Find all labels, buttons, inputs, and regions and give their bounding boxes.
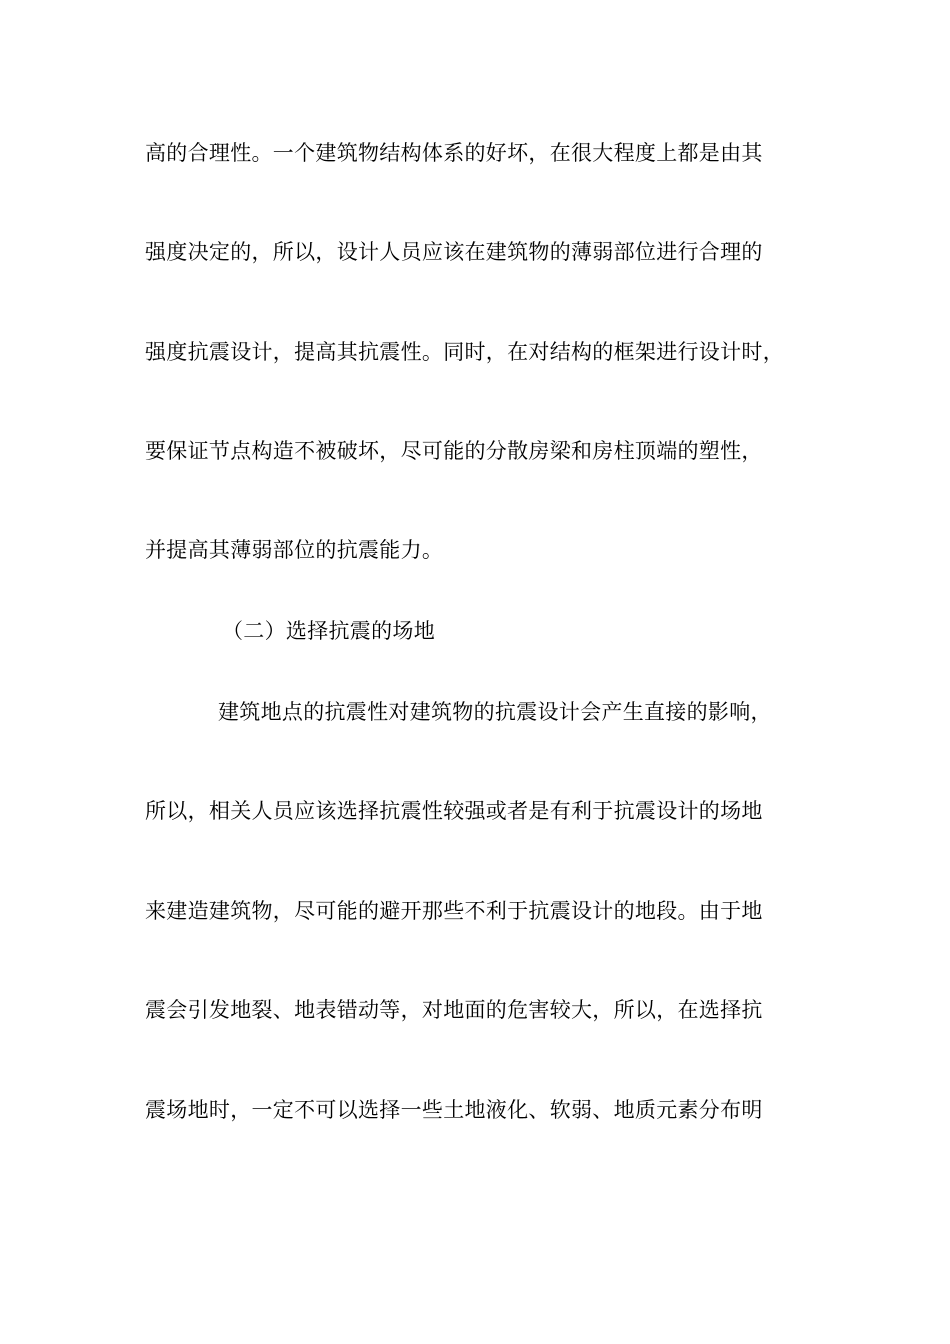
section-heading: （二）选择抗震的场地	[222, 619, 435, 643]
text-line: 震会引发地裂、地表错动等，对地面的危害较大，所以，在选择抗	[145, 998, 763, 1022]
text-line: 高的合理性。一个建筑物结构体系的好坏，在很大程度上都是由其	[145, 141, 763, 165]
text-line: 要保证节点构造不被破坏，尽可能的分散房梁和房柱顶端的塑性，	[145, 439, 763, 463]
text-line: 强度抗震设计，提高其抗震性。同时，在对结构的框架进行设计时，	[145, 340, 784, 364]
text-line: 来建造建筑物，尽可能的避开那些不利于抗震设计的地段。由于地	[145, 899, 763, 923]
text-line: 建筑地点的抗震性对建筑物的抗震设计会产生直接的影响，	[218, 700, 772, 724]
text-line: 震场地时，一定不可以选择一些土地液化、软弱、地质元素分布明	[145, 1098, 763, 1122]
text-line: 强度决定的，所以，设计人员应该在建筑物的薄弱部位进行合理的	[145, 240, 763, 264]
text-line: 并提高其薄弱部位的抗震能力。	[145, 538, 444, 562]
text-line: 所以，相关人员应该选择抗震性较强或者是有利于抗震设计的场地	[145, 799, 763, 823]
